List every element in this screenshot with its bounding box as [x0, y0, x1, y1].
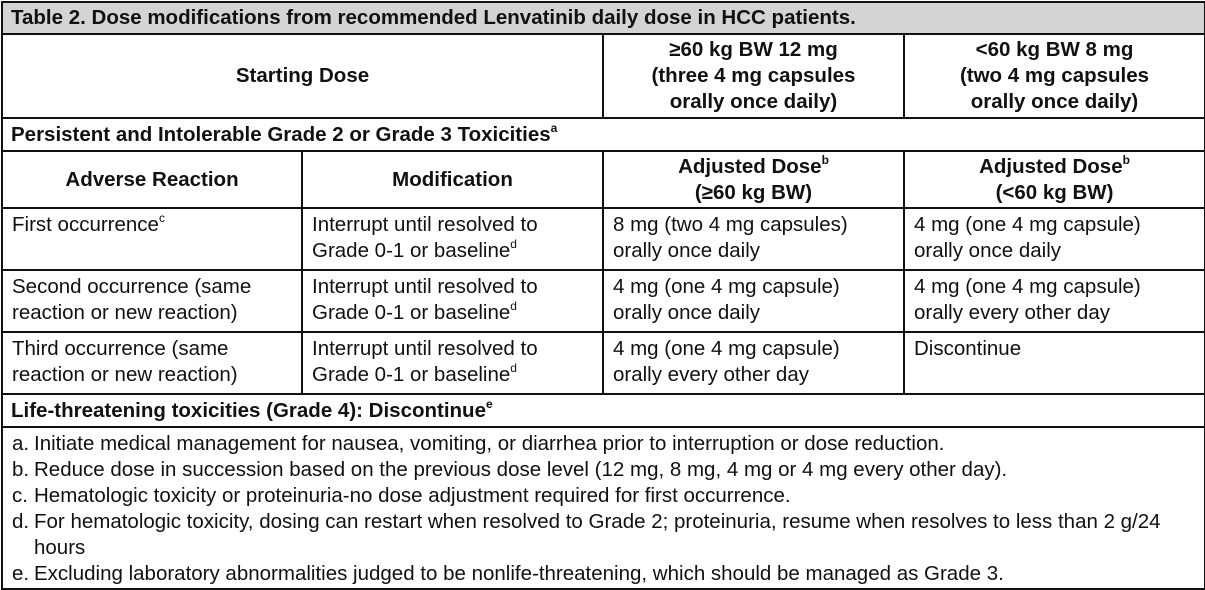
- table-row: [2, 332, 1205, 394]
- dose-light-cell: [904, 270, 1205, 332]
- life-threatening-text: Life-threatening toxicities (Grade 4): Discontinue: [11, 398, 486, 422]
- cell-line: orally once daily: [914, 239, 1061, 262]
- footnote-ref-d: d: [510, 299, 517, 314]
- starting-dose-heavy-line: (three 4 mg capsules: [651, 64, 856, 87]
- life-threatening-heading: [2, 394, 1205, 427]
- col-header-text: Adjusted Dose: [979, 154, 1123, 178]
- footnote-ref-d: d: [510, 237, 517, 252]
- footnote-item: [12, 457, 1198, 483]
- cell-line: Second occurrence (same: [12, 275, 252, 298]
- footnote-item: [12, 561, 1198, 587]
- col-header-line: (<60 kg BW): [995, 180, 1114, 204]
- footnote-item: [12, 483, 1198, 509]
- col-header-adverse-reaction: Adverse Reaction: [2, 151, 302, 208]
- footnote-item: [12, 509, 1198, 561]
- footnote-ref-b: b: [1122, 152, 1130, 167]
- col-header-text: Adjusted Dose: [678, 154, 822, 178]
- cell-text: Grade 0-1 or baseline: [312, 301, 511, 324]
- adverse-reaction-cell: [2, 270, 302, 332]
- cell-line: 4 mg (one 4 mg capsule): [914, 213, 1141, 236]
- starting-dose-heavy-line: ≥60 kg BW 12 mg: [669, 38, 838, 61]
- cell-text: Grade 0-1 or baseline: [312, 363, 511, 386]
- footnote-label: d.: [12, 510, 30, 533]
- modification-cell: [302, 332, 603, 394]
- cell-line: reaction or new reaction): [12, 301, 238, 324]
- footnote-text: Excluding laboratory abnormalities judged to be nonlife-threatening, which should be managed as Grade 3.: [34, 562, 1004, 585]
- cell-line: 4 mg (one 4 mg capsule): [613, 275, 840, 298]
- cell-line: Third occurrence (same: [12, 337, 229, 360]
- column-header-row: [2, 151, 1205, 208]
- footnote-ref-c: c: [158, 211, 165, 226]
- starting-dose-label: Starting Dose: [2, 34, 603, 118]
- adverse-reaction-cell: [2, 208, 302, 270]
- footnote-ref-d: d: [510, 361, 517, 376]
- cell-line: Discontinue: [914, 337, 1022, 360]
- dose-heavy-cell: [603, 270, 904, 332]
- dose-heavy-cell: [603, 332, 904, 394]
- col-header-modification: Modification: [302, 151, 603, 208]
- grade23-section-text: Persistent and Intolerable Grade 2 or Grade 3 Toxicities: [11, 122, 551, 146]
- starting-dose-light: [904, 34, 1205, 118]
- cell-line: [312, 238, 602, 264]
- footnote-ref-e: e: [485, 396, 493, 411]
- footnote-label: a.: [12, 432, 30, 455]
- footnote-item: [12, 431, 1198, 457]
- cell-line: reaction or new reaction): [12, 363, 238, 386]
- starting-dose-light-line: (two 4 mg capsules: [959, 64, 1150, 87]
- grade23-section-heading: [2, 118, 1205, 151]
- cell-line: [312, 362, 602, 388]
- cell-line: 4 mg (one 4 mg capsule): [914, 275, 1141, 298]
- col-header-adjusted-dose-heavy: [603, 151, 904, 208]
- modification-cell: [302, 208, 603, 270]
- footnote-label: e.: [12, 562, 30, 585]
- cell-text: Grade 0-1 or baseline: [312, 239, 511, 262]
- cell-line: 4 mg (one 4 mg capsule): [613, 337, 840, 360]
- starting-dose-light-line: orally once daily): [970, 90, 1139, 113]
- adverse-reaction-cell: [2, 332, 302, 394]
- cell-line: orally once daily: [613, 301, 760, 324]
- footnote-text: Hematologic toxicity or proteinuria-no dose adjustment required for first occurrence.: [34, 484, 791, 507]
- dose-light-cell: [904, 208, 1205, 270]
- col-header-line: [905, 154, 1204, 180]
- table-title: Table 2. Dose modifications from recommended Lenvatinib daily dose in HCC patients.: [2, 2, 1205, 34]
- table-title-row: [2, 2, 1205, 34]
- cell-line: 8 mg (two 4 mg capsules): [613, 213, 848, 236]
- footnote-label: c.: [12, 484, 28, 507]
- cell-line: orally every other day: [914, 301, 1110, 324]
- dose-heavy-cell: [603, 208, 904, 270]
- cell-line: orally once daily: [613, 239, 760, 262]
- cell-line: [12, 212, 301, 238]
- col-header-line: (≥60 kg BW): [694, 180, 813, 204]
- starting-dose-light-line: <60 kg BW 8 mg: [975, 38, 1134, 61]
- starting-dose-heavy-line: orally once daily): [669, 90, 838, 113]
- table-row: [2, 270, 1205, 332]
- footnote-ref-a: a: [550, 120, 558, 135]
- col-header-adjusted-dose-light: [904, 151, 1205, 208]
- footnote-ref-b: b: [821, 152, 829, 167]
- cell-line: Interrupt until resolved to: [312, 275, 538, 298]
- footnote-text: Initiate medical management for nausea, vomiting, or diarrhea prior to interruption or dose reduction.: [34, 432, 945, 455]
- footnote-text: Reduce dose in succession based on the previous dose level (12 mg, 8 mg, 4 mg or 4 mg every other day).: [34, 458, 1008, 481]
- footnotes-row: [2, 427, 1205, 589]
- starting-dose-row: [2, 34, 1205, 118]
- life-threatening-row: [2, 394, 1205, 427]
- grade23-section-row: [2, 118, 1205, 151]
- cell-text: First occurrence: [12, 213, 159, 236]
- table-row: [2, 208, 1205, 270]
- footnote-label: b.: [12, 458, 30, 481]
- modification-cell: [302, 270, 603, 332]
- dose-light-cell: [904, 332, 1205, 394]
- footnote-text: For hematologic toxicity, dosing can restart when resolved to Grade 2; proteinuria, resume when resolves to less than 2 g/24 hours: [34, 510, 1161, 559]
- cell-line: Interrupt until resolved to: [312, 213, 538, 236]
- col-header-line: [604, 154, 903, 180]
- cell-line: [312, 300, 602, 326]
- cell-line: Interrupt until resolved to: [312, 337, 538, 360]
- starting-dose-heavy: [603, 34, 904, 118]
- footnotes: [2, 427, 1205, 589]
- dose-modification-table: [1, 1, 1205, 590]
- cell-line: orally every other day: [613, 363, 809, 386]
